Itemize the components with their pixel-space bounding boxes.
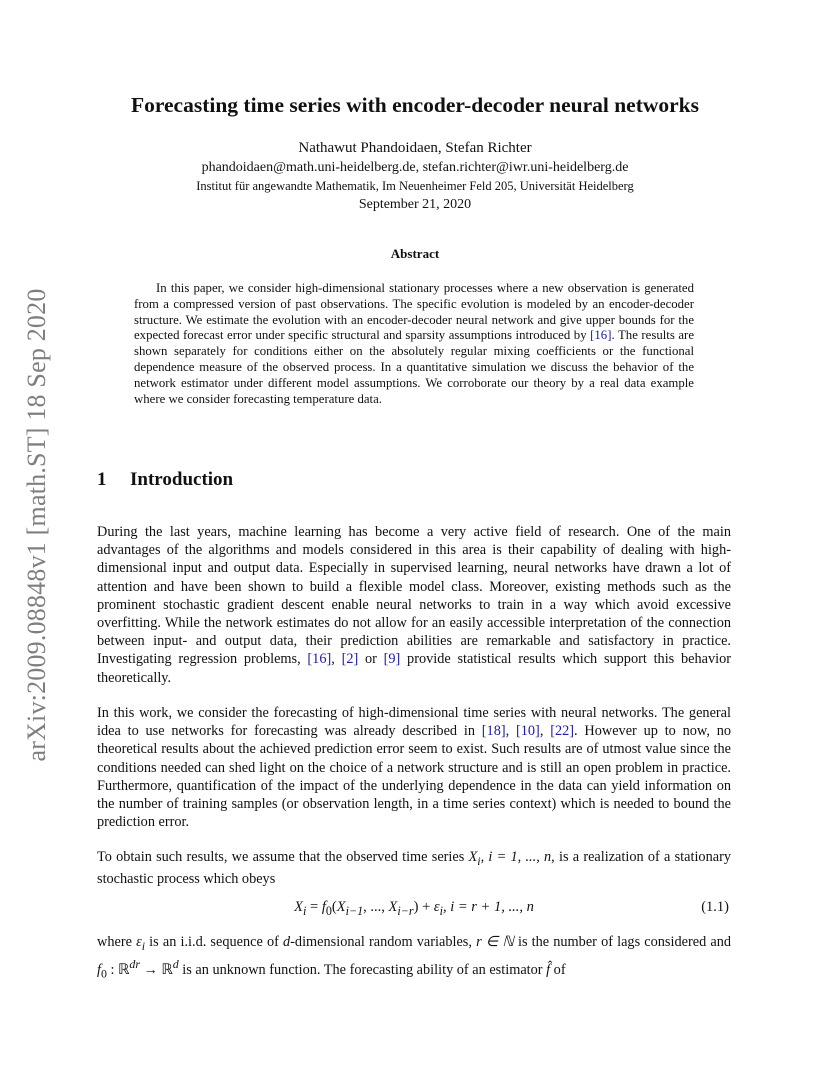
paragraph-text: provide statistical results which support this behavior theoretically. (97, 651, 731, 686)
math-symbol: X (388, 899, 398, 915)
citation-link[interactable]: [9] (383, 651, 401, 668)
math-operator: ) + (413, 899, 434, 915)
paragraph-text: of (550, 961, 566, 978)
paragraph-text: . However up to now, no theoretical results about the achieved prediction error seem to exist. Such results are of utmost value since the conditions needed can shed light on the choice of a network structure and is still an open problem in practice. Furthermore, quantification of the impact of the underlying dependence in the data can yield information on the number of training samples (or observation length, in a time series context) which is needed to bound the prediction error. (97, 723, 731, 831)
abstract-text: . The results are shown separately for conditions either on the absolutely regular mixing coefficients or the functional dependence measure of the observed process. In a quantitative simulation we discuss the behavior of the network estimator under different model assumptions. We corroborate our theory by a real data example where we consider forecasting temperature data. (134, 328, 694, 406)
math-operator: , ..., (363, 899, 389, 915)
math-expression: i = 1, ..., n (488, 849, 552, 865)
section-number: 1 (97, 469, 107, 490)
citation-link[interactable]: [2] (341, 651, 359, 668)
equation-number: (1.1) (701, 899, 729, 915)
paragraph-text: where (97, 934, 137, 950)
math-symbol: f (321, 899, 326, 915)
paragraph-text: is the number of lags considered and (513, 934, 731, 950)
paragraph-text: , is a realization of a stationary stochastic process which obeys (97, 849, 731, 888)
body-paragraph (97, 523, 731, 687)
arxiv-identifier: arXiv:2009.08848v1 [math.ST] 18 Sep 2020 (22, 288, 51, 762)
math-superscript: d (172, 957, 179, 972)
math-symbol: f (97, 961, 101, 978)
math-symbol: d (283, 934, 291, 950)
equation-1-1 (97, 899, 731, 919)
publication-date: September 21, 2020 (358, 197, 472, 212)
math-expression: r ∈ ℕ (476, 934, 514, 950)
paragraph-text: , (539, 723, 551, 740)
paragraph-text: , (505, 723, 516, 740)
math-expression: : ℝ (106, 961, 130, 978)
math-symbol: X (336, 899, 346, 915)
paragraph-text: -dimensional random variables, (290, 934, 477, 950)
math-subscript: i−r (397, 903, 414, 918)
section-title: Introduction (130, 469, 234, 490)
equation-body (97, 899, 731, 919)
citation-link[interactable]: [16] (307, 651, 332, 668)
paragraph-text: or (358, 651, 384, 668)
authors: Nathawut Phandoidaen, Stefan Richter (298, 140, 532, 156)
body-paragraph (97, 933, 731, 983)
body-paragraph (97, 704, 731, 831)
math-subscript: 0 (325, 903, 332, 918)
citation-link[interactable]: [22] (550, 723, 575, 740)
paragraph-text: To obtain such results, we assume that the observed time series (97, 849, 469, 865)
section-heading (97, 469, 497, 491)
math-subscript: i (477, 853, 481, 868)
abstract-body (134, 281, 694, 407)
math-subscript: i (141, 938, 146, 953)
arxiv-side-stamp (14, 270, 60, 780)
abstract-heading: Abstract (390, 246, 440, 261)
math-subscript: i (439, 903, 443, 918)
math-expression: → ℝ (139, 961, 173, 978)
author-emails: phandoidaen@math.uni-heidelberg.de, stefan.richter@iwr.uni-heidelberg.de (201, 160, 629, 175)
citation-link[interactable]: [10] (516, 723, 540, 740)
math-subscript: i−1 (345, 903, 364, 918)
body-paragraph (97, 848, 731, 888)
citation-link[interactable]: [18] (481, 723, 506, 740)
math-subscript: 0 (100, 966, 107, 981)
paragraph-text: During the last years, machine learning has become a very active field of research. One of the main advantages of the algorithms and models considered in this area is their capability of dealing with high-dimensional input and output data. Especially in supervised learning, neural networks have drawn a lot of attention and have been shown to build a flexible model class. Moreover, existing methods such as the prominent stochastic gradient descent enable neural networks to train in a way which avoid excessive overfitting. While the network estimates do not allow for an easily accessible interpretation of the connection between input- and output data, their prediction abilities are remarkable and satisfactory in practice. Investigating regression problems, (97, 524, 731, 668)
math-symbol: f̂ (546, 961, 551, 978)
math-expression: , i = r + 1, ..., n (442, 899, 534, 915)
math-symbol: X (294, 899, 304, 915)
math-operator: ( (331, 899, 337, 915)
math-symbol: ε (433, 899, 440, 915)
math-symbol: X (468, 849, 478, 865)
math-symbol: ε (136, 934, 142, 950)
math-superscript: dr (129, 957, 140, 972)
paragraph-text: , (331, 651, 342, 668)
math-operator: = (306, 899, 322, 915)
paragraph-text: In this work, we consider the forecasting of high-dimensional time series with neural networks. The general idea to use networks for forecasting was already described in (97, 705, 731, 740)
paragraph-text: is an unknown function. The forecasting ability of an estimator (178, 961, 547, 978)
paragraph-text: is an i.i.d. sequence of (145, 934, 284, 950)
abstract-text: In this paper, we consider high-dimensional stationary processes where a new observation is generated from a compressed version of past observations. The specific evolution is modeled by an encoder-decoder structure. We estimate the evolution with an encoder-decoder neural network and give upper bounds for the expected forecast error under specific structural and sparsity assumptions introduced by (134, 281, 694, 343)
affiliation: Institut für angewandte Mathematik, Im Neuenheimer Feld 205, Universität Heidelberg (196, 179, 634, 193)
paragraph-text: , (480, 849, 489, 865)
citation-link[interactable]: [16] (590, 328, 612, 343)
paper-title: Forecasting time series with encoder-decoder neural networks (130, 93, 700, 117)
math-subscript: i (303, 903, 307, 918)
